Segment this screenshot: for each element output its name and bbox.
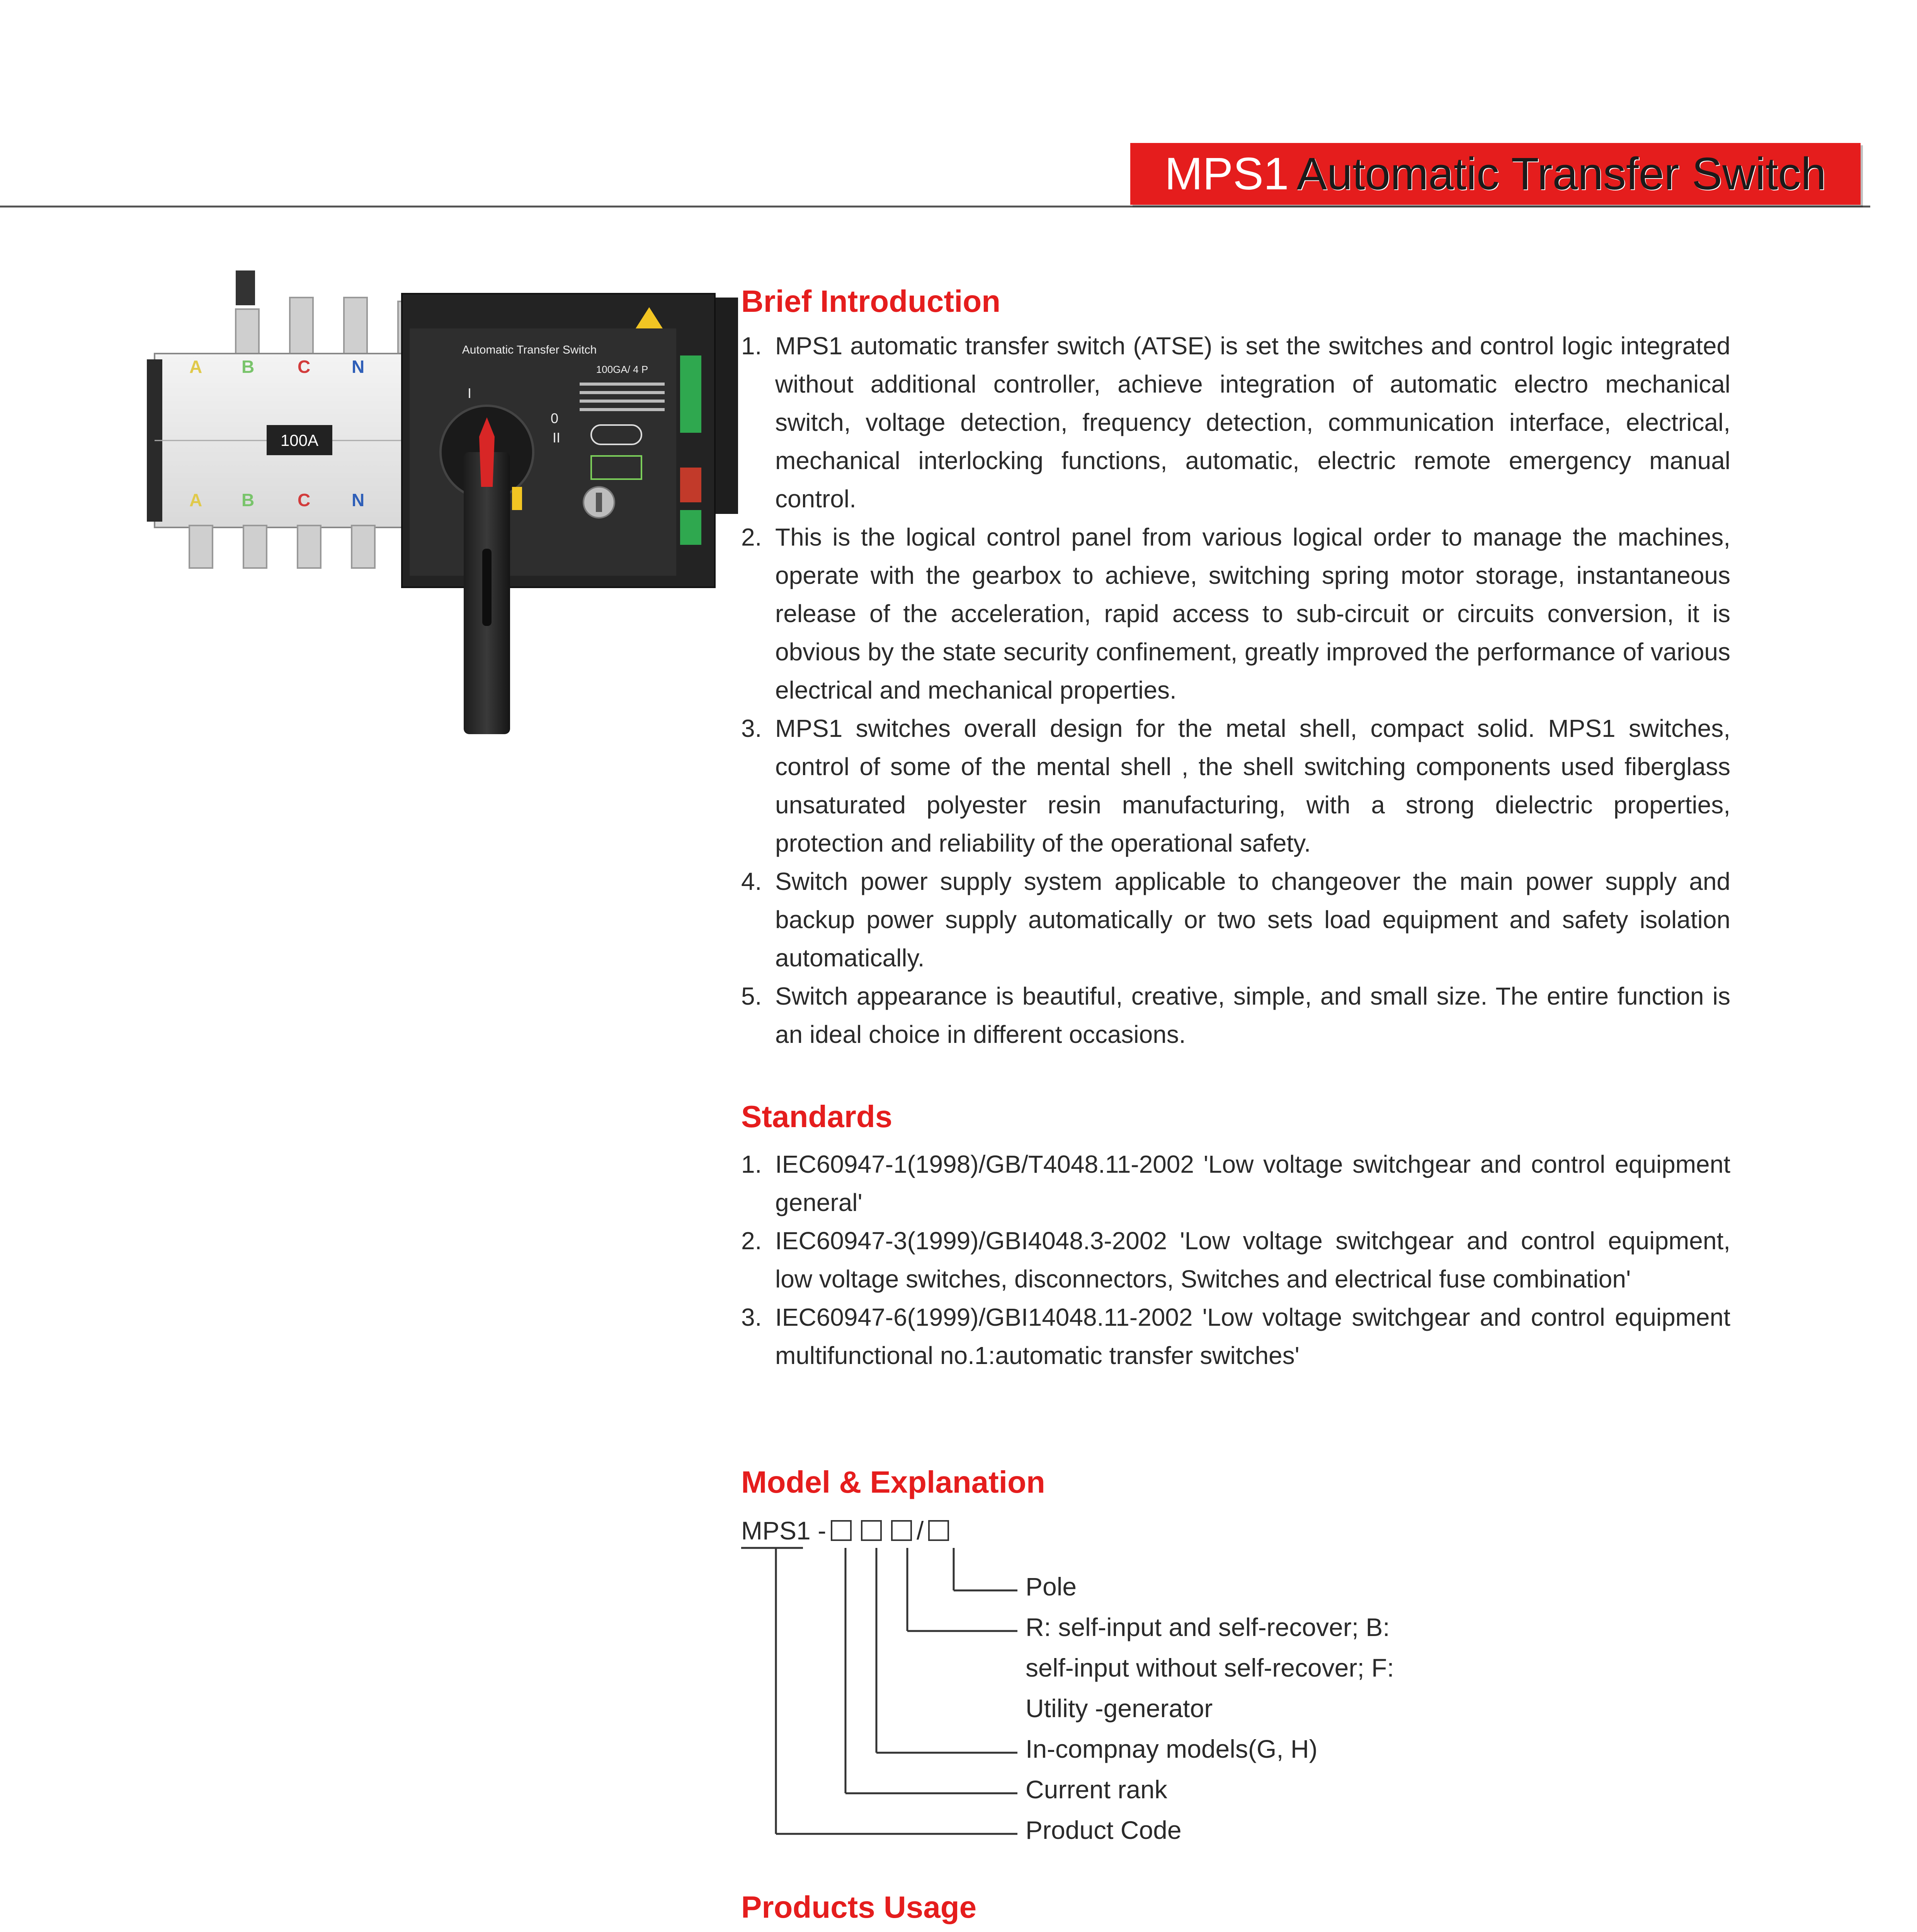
section-brief-introduction — [741, 282, 1730, 1054]
list-item: 5. Switch appearance is beautiful, creative, simple, and small size. The entire function is an ideal choice in different occasions. — [741, 982, 1730, 1048]
svg-text:B: B — [242, 490, 255, 510]
section-standards — [741, 1097, 1730, 1375]
list-item: 4. Switch power supply system applicable to changeover the main power supply and backup power supply automatically or two sets load equipment and safety isolation automatically. — [741, 867, 1730, 972]
svg-text:B: B — [242, 357, 255, 377]
header-rule — [0, 206, 1870, 207]
svg-text:N: N — [352, 490, 365, 510]
position-zero: 0 — [551, 410, 559, 426]
panel-title: Automatic Transfer Switch — [462, 344, 597, 356]
list-item: 3. IEC60947-6(1999)/GBI14048.11-2002 'Low voltage switchgear and control equipment multifunctional no.1:automatic transfer switches' — [741, 1303, 1730, 1369]
list-item: 1. IEC60947-1(1998)/GB/T4048.11-2002 'Low voltage switchgear and control equipment general' — [741, 1150, 1730, 1216]
position-one: I — [468, 385, 472, 401]
model-label-mode-1: R: self-input and self-recover; B: — [1026, 1613, 1390, 1641]
heading-products-usage: Products Usage — [741, 1890, 977, 1924]
top-terminals — [236, 270, 421, 355]
handle-latch — [512, 487, 522, 510]
bottom-terminals — [189, 526, 375, 568]
model-label-product-code: Product Code — [1026, 1816, 1182, 1844]
title-rest: Automatic Transfer Switch — [1296, 148, 1826, 199]
list-item: 1. MPS1 automatic transfer switch (ATSE) is set the switches and control logic integrated without additional controller, achieve integration of automatic electro mechanical switch, voltage detection, frequency detection, communication interface, electrical, mechanical interlocking functions, automatic, electric remote emergency manual control. — [741, 332, 1730, 513]
svg-text:A: A — [189, 490, 202, 510]
product-drawing — [143, 270, 746, 750]
list-item: 2. IEC60947-3(1999)/GBI4048.3-2002 'Low voltage switchgear and control equipment, low voltage switches, disconnectors, Switches and electrical fuse combination' — [741, 1227, 1730, 1293]
page-title — [1130, 143, 1861, 205]
svg-text:A: A — [189, 357, 202, 377]
list-item: 2. This is the logical control panel from various logical order to manage the machines, operate with the gearbox to achieve, switching spring motor storage, instantaneous release of the acceleration, rapid access to sub-circuit or circuits conversion, it is obvious by the state security confinement, greatly improved the performance of various electrical and mechanical properties. — [741, 523, 1730, 704]
svg-text:C: C — [298, 490, 311, 510]
title-model: MPS1 — [1165, 148, 1289, 199]
section-products-usage — [741, 1888, 1730, 1932]
intro-list — [741, 327, 1730, 1054]
model-label-mode-2: self-input without self-recover; F: — [1026, 1653, 1394, 1682]
model-prefix: MPS1 - — [741, 1516, 827, 1545]
model-label-company: In-compnay models(G, H) — [1026, 1735, 1318, 1763]
heading-model-explanation: Model & Explanation — [741, 1465, 1045, 1499]
product-image — [143, 270, 746, 750]
model-label-pole: Pole — [1026, 1572, 1077, 1601]
heading-standards: Standards — [741, 1099, 893, 1134]
model-label-mode-3: Utility -generator — [1026, 1694, 1213, 1723]
section-model-explanation — [741, 1463, 1730, 1849]
position-two: II — [553, 430, 561, 446]
heading-brief-introduction: Brief Introduction — [741, 284, 1001, 318]
standards-list — [741, 1145, 1730, 1375]
list-item: 3. MPS1 switches overall design for the metal shell, compact solid. MPS1 switches, control of some of the mental shell , the shell switching components used fiberglass unsaturated polyester resin manufacturing, with a strong dielectric properties, protection and reliability of the operational safety. — [741, 714, 1730, 857]
svg-text:N: N — [352, 357, 365, 377]
code-separator: / — [917, 1516, 924, 1545]
svg-text:C: C — [298, 357, 311, 377]
panel-rating: 100GA/ 4 P — [596, 364, 648, 375]
rating-label: 100A — [280, 431, 319, 449]
model-label-current: Current rank — [1026, 1775, 1167, 1804]
